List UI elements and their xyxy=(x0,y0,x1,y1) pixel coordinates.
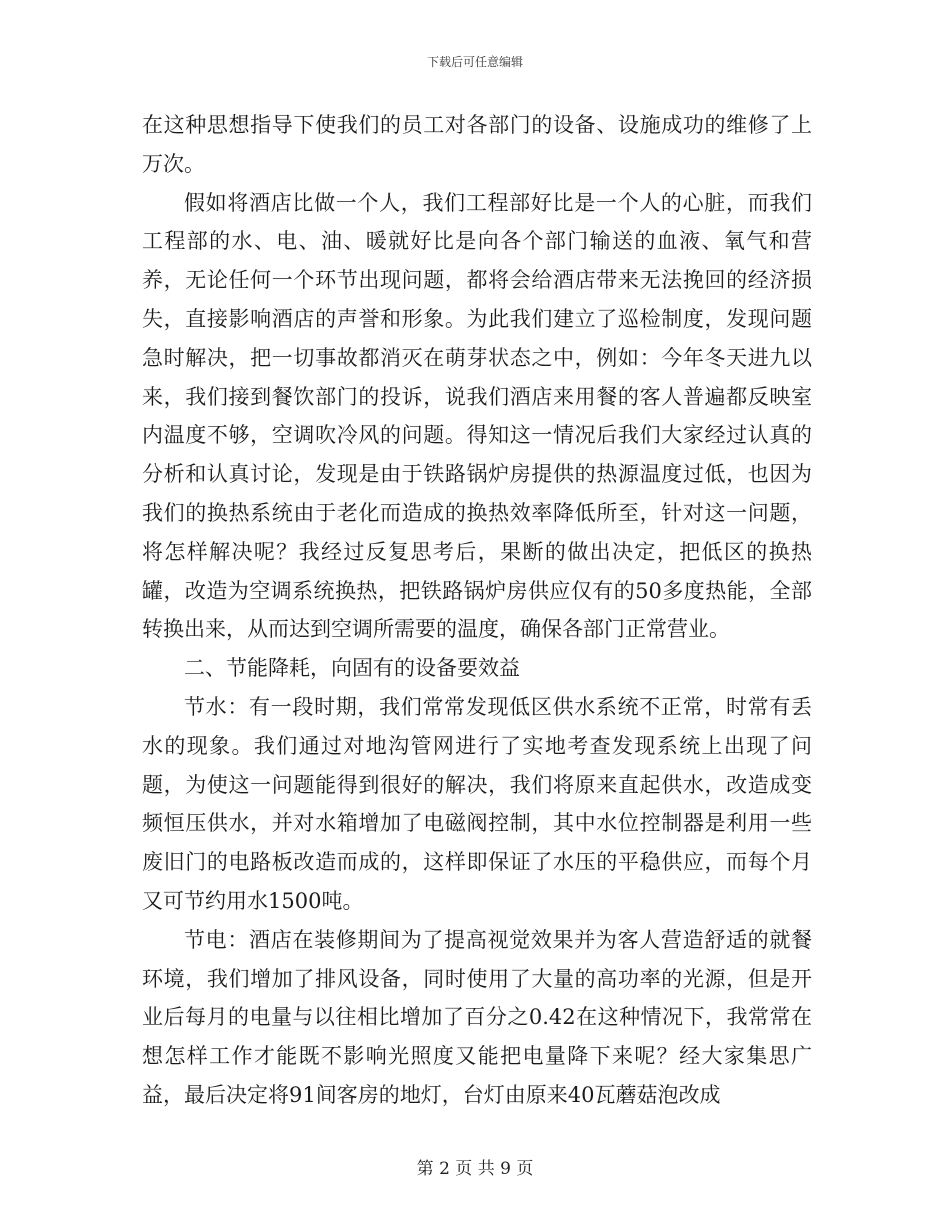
paragraph: 节水：有一段时期，我们常常发现低区供水系统不正常，时常有丢水的现象。我们通过对地沟管网进行了实地考查发现系统上出现了问题，为使这一问题能得到很好的解决，我们将原来直起供水，改造成变频恒压供水，并对水箱增加了电磁阀控制，其中水位控制器是利用一些废旧门的电路板改造而成的，这样即保证了水压的平稳供应，而每个月又可节约用水1500吨。 xyxy=(142,694,812,913)
page-footer: 第 2 页 共 9 页 xyxy=(416,1159,534,1179)
page-header: 下载后可任意编辑 xyxy=(426,55,523,69)
paragraph: 假如将酒店比做一个人，我们工程部好比是一个人的心脏，而我们工程部的水、电、油、暖就好比是向各个部门输送的血液、氧气和营养，无论任何一个环节出现问题，都将会给酒店带来无法挽回的经济损失，直接影响酒店的声誉和形象。为此我们建立了巡检制度，发现问题急时解决，把一切事故都消灭在萌芽状态之中，例如：今年冬天进九以来，我们接到餐饮部门的投诉，说我们酒店来用餐的客人普遍都反映室内温度不够，空调吹冷风的问题。得知这一情况后我们大家经过认真的分析和认真讨论，发现是由于铁路锅炉房提供的热源温度过低，也因为我们的换热系统由于老化而造成的换热效率降低所至，针对这一问题，将怎样解决呢？我经过反复思考后，果断的做出决定，把低区的换热罐，改造为空调系统换热，把铁路锅炉房供应仅有的50多度热能，全部转换出来，从而达到空调所需要的温度，确保各部门正常营业。 xyxy=(142,190,812,642)
paragraph-continued: 在这种思想指导下使我们的员工对各部门的设备、设施成功的维修了上万次。 xyxy=(142,113,812,176)
paragraph: 节电：酒店在装修期间为了提高视觉效果并为客人营造舒适的就餐环境，我们增加了排风设备，同时使用了大量的高功率的光源，但是开业后每月的电量与以往相比增加了百分之0.42在这种情况下，我常常在想怎样工作才能既不影响光照度又能把电量降下来呢？经大家集思广益，最后决定将91间客房的地灯，台灯由原来40瓦蘑菇泡改成 xyxy=(142,927,812,1107)
document-body xyxy=(142,106,812,1115)
section-heading: 二、节能降耗，向固有的设备要效益 xyxy=(184,656,520,681)
